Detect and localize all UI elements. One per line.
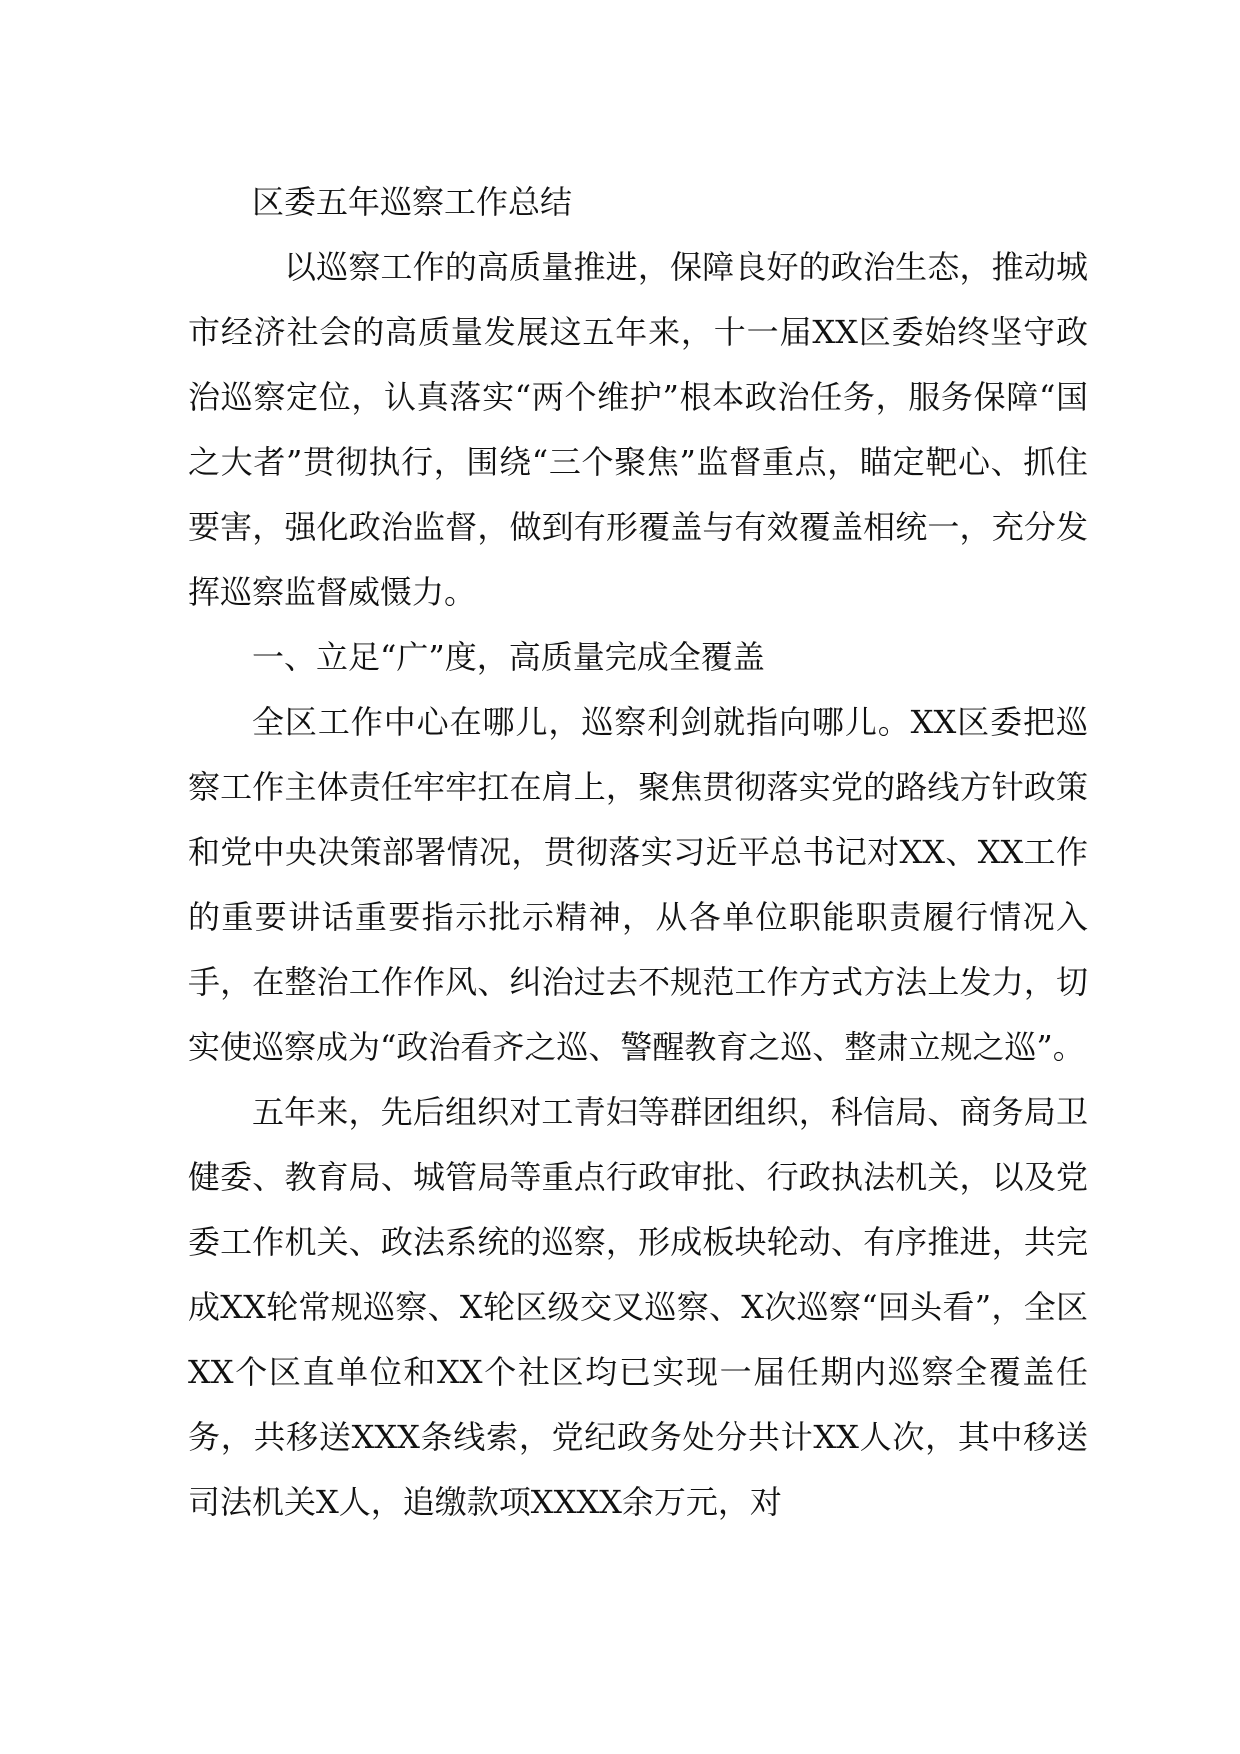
paragraph-intro: 以巡察工作的高质量推进，保障良好的政治生态，推动城市经济社会的高质量发展这五年来，十一届XX区委始终坚守政治巡察定位，认真落实“两个维护”根本政治任务，服务保障“国之大者”贯彻执行，围绕“三个聚焦”监督重点，瞄定靶心、抓住要害，强化政治监督，做到有形覆盖与有效覆盖相统一，充分发挥巡察监督威慑力。 bbox=[188, 248, 1088, 611]
document-page bbox=[188, 170, 1088, 1535]
document-title: 区委五年巡察工作总结 bbox=[252, 183, 573, 221]
paragraph-section-1-body-2: 五年来，先后组织对工青妇等群团组织，科信局、商务局卫健委、教育局、城管局等重点行政审批、行政执法机关，以及党委工作机关、政法系统的巡察，形成板块轮动、有序推进，共完成XX轮常规巡察、X轮区级交叉巡察、X次巡察“回头看”，全区XX个区直单位和XX个社区均已实现一届任期内巡察全覆盖任务，共移送XXX条线索，党纪政务处分共计XX人次，其中移送司法机关X人，追缴款项XXXX余万元，对 bbox=[188, 1093, 1088, 1521]
section-heading-1: 一、立足“广”度，高质量完成全覆盖 bbox=[252, 638, 765, 676]
paragraph-section-1-body-1: 全区工作中心在哪儿，巡察利剑就指向哪儿。XX区委把巡察工作主体责任牢牢扛在肩上，聚焦贯彻落实党的路线方针政策和党中央决策部署情况，贯彻落实习近平总书记对XX、XX工作的重要讲话重要指示批示精神，从各单位职能职责履行情况入手，在整治工作作风、纠治过去不规范工作方式方法上发力，切实使巡察成为“政治看齐之巡、警醒教育之巡、整肃立规之巡”。 bbox=[188, 703, 1088, 1066]
